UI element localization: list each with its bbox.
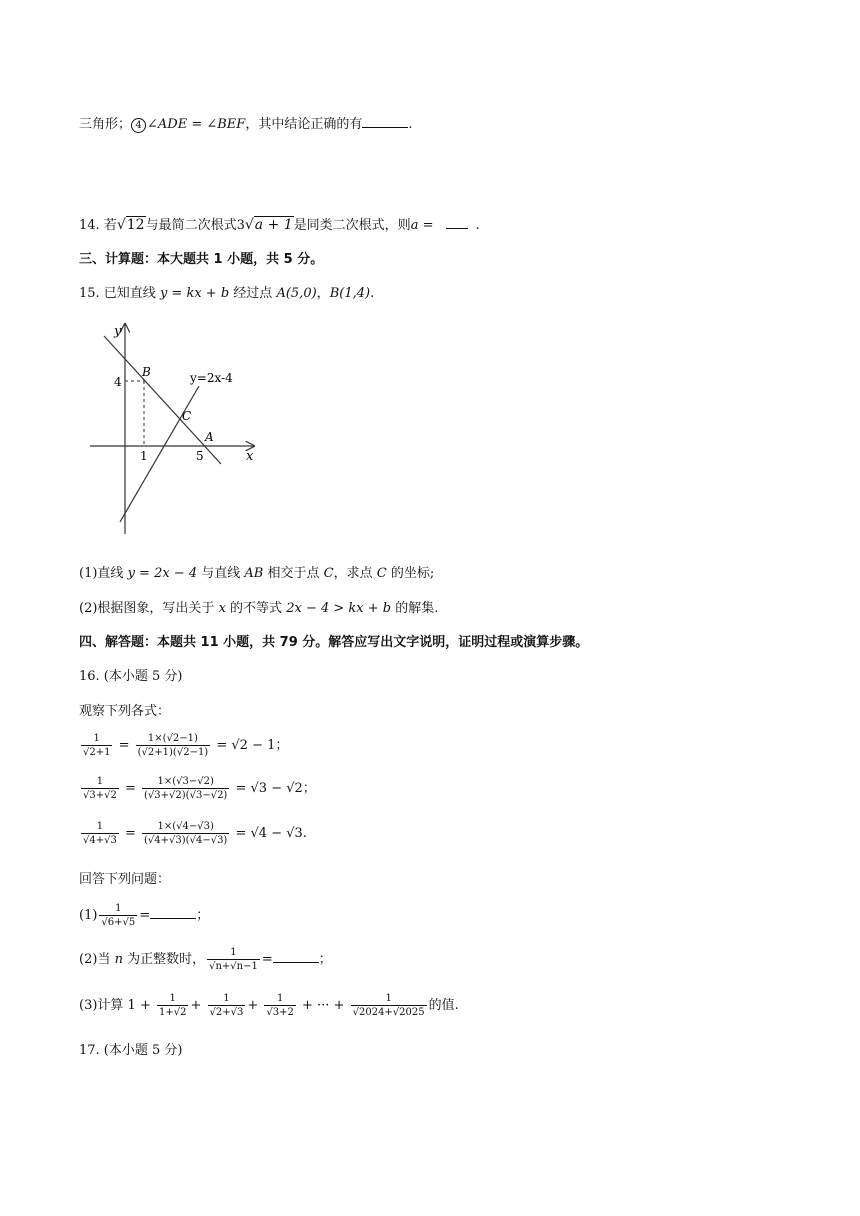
p2-n: n xyxy=(114,952,123,967)
q15-stem-a: 15. 已知直线 xyxy=(79,286,156,301)
q14-tail: 是同类二次根式，则 xyxy=(293,218,411,233)
line-y-2x-4 xyxy=(120,386,199,522)
q14-var: a xyxy=(410,218,419,233)
p1-frac: $\frac{1}{√6+√5}$ xyxy=(101,903,136,928)
p3-a: (3)计算 1 + xyxy=(79,998,151,1013)
q15-period: . xyxy=(370,286,375,301)
q14-eq: = xyxy=(418,218,438,233)
p3-term-1: $\frac{1}{1+√2}$ xyxy=(158,993,187,1018)
q16-observe: 观察下列各式： xyxy=(79,704,171,719)
q16-eq-1: $\frac{1}{√2+1}$ = $\frac{1\times(√2-1)}{(√2+1)(√2-1)}$ = √2 − 1； xyxy=(83,733,289,758)
point-label-b: B xyxy=(142,365,151,379)
eq3-result: √4 − √3. xyxy=(250,826,307,841)
q15-p2-c: 的解集. xyxy=(395,601,439,616)
q13-prefix: 三角形； xyxy=(79,117,132,132)
q15-p1-e: 的坐标; xyxy=(390,566,435,581)
q13-tail-line xyxy=(79,113,412,133)
q15-point-a: A(5,0) xyxy=(276,286,317,301)
q14-sqrt-12: √12 xyxy=(116,217,145,233)
q13-formula: ∠ADE = ∠BEF xyxy=(147,117,246,132)
q15-p1-point-c2: C xyxy=(376,566,387,581)
p3-term-last: $\frac{1}{√2024+√2025}$ xyxy=(352,993,425,1018)
q16-eq-3: $\frac{1}{√4+√3}$ = $\frac{1\times(√4-√3)}{(√4+√3)(√4-√3)}$ = √4 − √3. xyxy=(83,821,307,846)
circled-number: 4 xyxy=(131,118,146,133)
p3-term-3: $\frac{1}{√3+2}$ xyxy=(266,993,294,1018)
q15-p1-ab: AB xyxy=(244,566,264,581)
eq1-frac-left: $\frac{1}{√2+1}$ xyxy=(83,733,111,758)
p3-dots: + ··· + xyxy=(302,998,345,1013)
q15-p1-eq: y = 2x − 4 xyxy=(127,566,198,581)
p3-term-2: $\frac{1}{√2+√3}$ xyxy=(209,993,244,1018)
q16-header: 16. (本小题 5 分) xyxy=(79,669,183,684)
point-label-a: A xyxy=(205,430,214,444)
p2-a: (2)当 xyxy=(79,952,111,967)
q17-header: 17. (本小题 5 分) xyxy=(79,1043,183,1058)
tick-label-5: 5 xyxy=(196,449,204,463)
q15-part-1 xyxy=(79,562,434,581)
eq2-frac-left: $\frac{1}{√3+√2}$ xyxy=(83,776,117,801)
q15-point-b: B(1,4) xyxy=(329,286,371,301)
p1-tail: ； xyxy=(196,908,210,923)
q13-end: . xyxy=(408,117,413,132)
q15-line-eq: y = kx + b xyxy=(159,286,230,301)
eq2-result: √3 − √2； xyxy=(250,781,316,796)
y-axis-label: y xyxy=(114,324,122,339)
line-ab xyxy=(104,336,221,464)
q14-answer-blank[interactable] xyxy=(446,228,468,229)
line-label-y-2x-4: y=2x-4 xyxy=(190,371,233,385)
q14-radicand-1: 12 xyxy=(126,217,145,233)
q15-p1-point-c: C xyxy=(323,566,334,581)
q15-p2-b: 的不等式 xyxy=(230,601,283,616)
q14-end: . xyxy=(475,218,480,233)
q15-graph xyxy=(86,320,266,540)
q13-suffix: ，其中结论正确的有 xyxy=(245,117,363,132)
q14-radicand-2: a + 1 xyxy=(254,217,293,233)
p1-answer-blank[interactable] xyxy=(150,918,196,919)
p2-frac: $\frac{1}{√n+√n-1}$ xyxy=(209,947,258,972)
q15-p2-ineq: 2x − 4 > kx + b xyxy=(286,601,392,616)
q15-p2-x: x xyxy=(218,601,226,616)
q15-stem-b: 经过点 xyxy=(233,286,273,301)
point-label-c: C xyxy=(182,409,192,423)
q16-eq-2: $\frac{1}{√3+√2}$ = $\frac{1\times(√3-√2)}{(√3+√2)(√3-√2)}$ = √3 − √2； xyxy=(83,776,316,801)
q16-part-3: (3)计算 1 + $\frac{1}{1+√2}$ + $\frac{1}{√2+√3}$ + $\frac{1}{√3+2}$ + ··· + $\frac{1}{√2024+√2025}$ 的值. xyxy=(79,993,459,1018)
p2-tail: ； xyxy=(318,952,332,967)
tick-label-1: 1 xyxy=(140,449,148,463)
q14-coef: 3 xyxy=(236,218,245,233)
p1-label: (1) xyxy=(79,908,98,923)
q14-sqrt-a1: √a + 1 xyxy=(244,217,293,233)
q15-p1-b: 与直线 xyxy=(201,566,241,581)
eq2-frac-mid: $\frac{1\times(√3-√2)}{(√3+√2)(√3-√2)}$ xyxy=(144,776,228,801)
eq1-result: √2 − 1； xyxy=(231,738,289,753)
q16-part-2: (2)当 n 为正整数时， $\frac{1}{√n+√n-1}$ = ； xyxy=(79,947,332,972)
q14-label: 14. 若 xyxy=(79,218,117,233)
q15-comma: ， xyxy=(316,286,330,301)
eq3-frac-left: $\frac{1}{√4+√3}$ xyxy=(83,821,117,846)
eq1-frac-mid: $\frac{1\times(√2-1)}{(√2+1)(√2-1)}$ xyxy=(137,733,209,758)
q15-p1-c: 相交于点 xyxy=(267,566,320,581)
q16-part-1: (1) $\frac{1}{√6+√5}$ = ； xyxy=(79,903,210,928)
q14-line xyxy=(79,214,480,233)
section-3-heading: 三、计算题：本大题共 1 小题，共 5 分。 xyxy=(79,252,324,267)
tick-label-4: 4 xyxy=(114,375,122,389)
eq3-frac-mid: $\frac{1\times(√4-√3)}{(√4+√3)(√4-√3)}$ xyxy=(144,821,228,846)
q14-mid: 与最简二次根式 xyxy=(145,218,237,233)
q15-p1-a: (1)直线 xyxy=(79,566,124,581)
q15-part-2 xyxy=(79,597,438,616)
section-4-heading: 四、解答题：本题共 11 小题，共 79 分。解答应写出文字说明，证明过程或演算步骤。 xyxy=(79,635,589,650)
p2-b: 为正整数时， xyxy=(127,952,206,967)
p3-tail: 的值. xyxy=(428,998,459,1013)
q15-p1-d: ，求点 xyxy=(333,566,373,581)
p2-answer-blank[interactable] xyxy=(273,962,319,963)
q15-p2-a: (2)根据图象，写出关于 xyxy=(79,601,215,616)
q15-stem xyxy=(79,282,374,301)
q13-answer-blank[interactable] xyxy=(362,127,408,128)
q16-answer-prompt: 回答下列问题： xyxy=(79,872,171,887)
x-axis-label: x xyxy=(246,449,254,464)
